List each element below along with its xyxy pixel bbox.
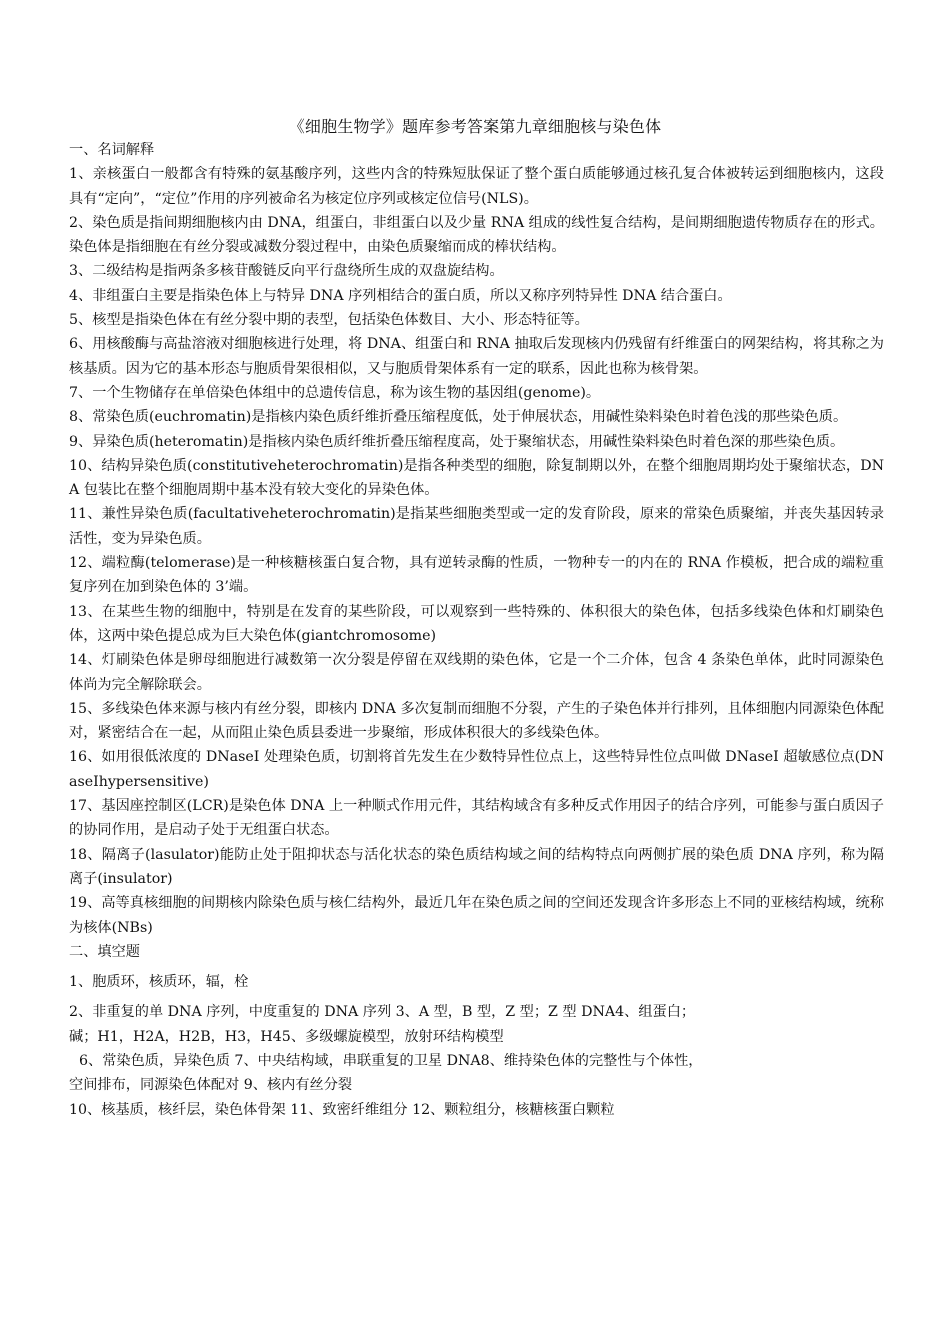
definition-item: 6、用核酸酶与高盐溶液对细胞核进行处理，将 DNA、组蛋白和 RNA 抽取后发现核内仍残留有纤维蛋白的网架结构，将其称之为核基质。因为它的基本形态与胞质骨架很相似，又与胞质骨架体系有一定的联系，因此也称为核骨架。 <box>69 336 884 377</box>
definition-item: 14、灯刷染色体是卵母细胞进行减数第一次分裂是停留在双线期的染色体，它是一个二介体，包含 4 条染色单体，此时同源染色体尚为完全解除联会。 <box>69 652 884 693</box>
section-heading-fill-blanks: 二、填空题 <box>69 943 140 960</box>
definition-item: 10、结构异染色质(constitutiveheterochromatin)是指各种类型的细胞，除复制期以外，在整个细胞周期均处于聚缩状态，DNA 包装比在整个细胞周期中基本没有较大变化的异染色体。 <box>69 457 884 499</box>
fill-blank-line: 10、核基质，核纤层，染色体骨架 11、致密纤维组分 12、颗粒组分，核糖核蛋白颗粒 <box>69 1101 615 1118</box>
fill-blank-line: 碱；H1，H2A，H2B，H3，H45、多级螺旋模型，放射环结构模型 <box>69 1028 504 1045</box>
definition-item: 11、兼性异染色质(facultativeheterochromatin)是指某些细胞类型或一定的发育阶段，原来的常染色质聚缩，并丧失基因转录活性，变为异染色质。 <box>69 506 884 547</box>
definition-item: 17、基因座控制区(LCR)是染色体 DNA 上一种顺式作用元件，其结构域含有多种反式作用因子的结合序列，可能参与蛋白质因子的协同作用，是启动子处于无组蛋白状态。 <box>69 798 884 839</box>
definition-item: 15、多线染色体来源与核内有丝分裂，即核内 DNA 多次复制而细胞不分裂，产生的子染色体并行排列，且体细胞内同源染色体配对，紧密结合在一起，从而阻止染色质县委进一步聚缩，形成体积很大的多线染色体。 <box>69 700 884 742</box>
document-title: 《细胞生物学》题库参考答案第九章细胞核与染色体 <box>288 117 662 136</box>
definition-item: 2、染色质是指间期细胞核内由 DNA，组蛋白，非组蛋白以及少量 RNA 组成的线性复合结构，是间期细胞遗传物质存在的形式。染色体是指细胞在有丝分裂或减数分裂过程中，由染色质聚缩而成的棒状结构。 <box>69 214 884 256</box>
definition-item: 19、高等真核细胞的间期核内除染色质与核仁结构外，最近几年在染色质之间的空间还发现含许多形态上不同的亚核结构域，统称为核体(NBs) <box>69 895 884 936</box>
fill-blank-line: 1、胞质环，核质环，辐，栓 <box>69 974 249 991</box>
definition-item: 9、异染色质(heteromatin)是指核内染色质纤维折叠压缩程度高，处于聚缩状态，用碱性染料染色时着色深的那些染色质。 <box>69 433 845 450</box>
definition-item: 7、一个生物储存在单倍染色体组中的总遗传信息，称为该生物的基因组(genome)。 <box>69 384 601 401</box>
definition-item: 4、非组蛋白主要是指染色体上与特异 DNA 序列相结合的蛋白质，所以又称序列特异性 DNA 结合蛋白。 <box>69 287 732 304</box>
section-heading-definitions: 一、名词解释 <box>69 142 155 158</box>
fill-blank-line: 6、常染色质，异染色质 7、中央结构域，串联重复的卫星 DNA8、维持染色体的完整性与个体性， <box>79 1052 703 1069</box>
definition-item: 5、核型是指染色体在有丝分裂中期的表型，包括染色体数目、大小、形态特征等。 <box>69 312 589 329</box>
definition-item: 3、二级结构是指两条多核苷酸链反向平行盘绕所生成的双盘旋结构。 <box>69 263 504 280</box>
definition-item: 8、常染色质(euchromatin)是指核内染色质纤维折叠压缩程度低，处于伸展状态，用碱性染料染色时着色浅的那些染色质。 <box>69 409 848 426</box>
definition-item: 16、如用很低浓度的 DNaseI 处理染色质，切割将首先发生在少数特异性位点上，这些特异性位点叫做 DNaseI 超敏感位点(DNaseIhypersensitive) <box>69 749 884 790</box>
document-body <box>69 138 884 1122</box>
fill-blank-line: 空间排布，同源染色体配对 9、核内有丝分裂 <box>69 1077 353 1094</box>
fill-blank-line: 2、非重复的单 DNA 序列，中度重复的 DNA 序列 3、A 型，B 型，Z 型；Z 型 DNA4、组蛋白； <box>69 1004 696 1021</box>
definition-item: 12、端粒酶(telomerase)是一种核糖核蛋白复合物，具有逆转录酶的性质，一物种专一的内在的 RNA 作模板，把合成的端粒重复序列在加到染色体的 3’端。 <box>69 555 884 596</box>
definition-item: 1、亲核蛋白一般都含有特殊的氨基酸序列，这些内含的特殊短肽保证了整个蛋白质能够通过核孔复合体被转运到细胞核内，这段具有“定向”，“定位”作用的序列被命名为核定位序列或核定位信号(NLS)。 <box>69 166 884 207</box>
definition-item: 13、在某些生物的细胞中，特别是在发育的某些阶段，可以观察到一些特殊的、体积很大的染色体，包括多线染色体和灯刷染色体，这两中染色提总成为巨大染色体(giantchromosome) <box>69 603 884 644</box>
definition-item: 18、隔离子(lasulator)能防止处于阻抑状态与活化状态的染色质结构域之间的结构特点向两侧扩展的染色质 DNA 序列，称为隔离子(insulator) <box>69 846 884 887</box>
